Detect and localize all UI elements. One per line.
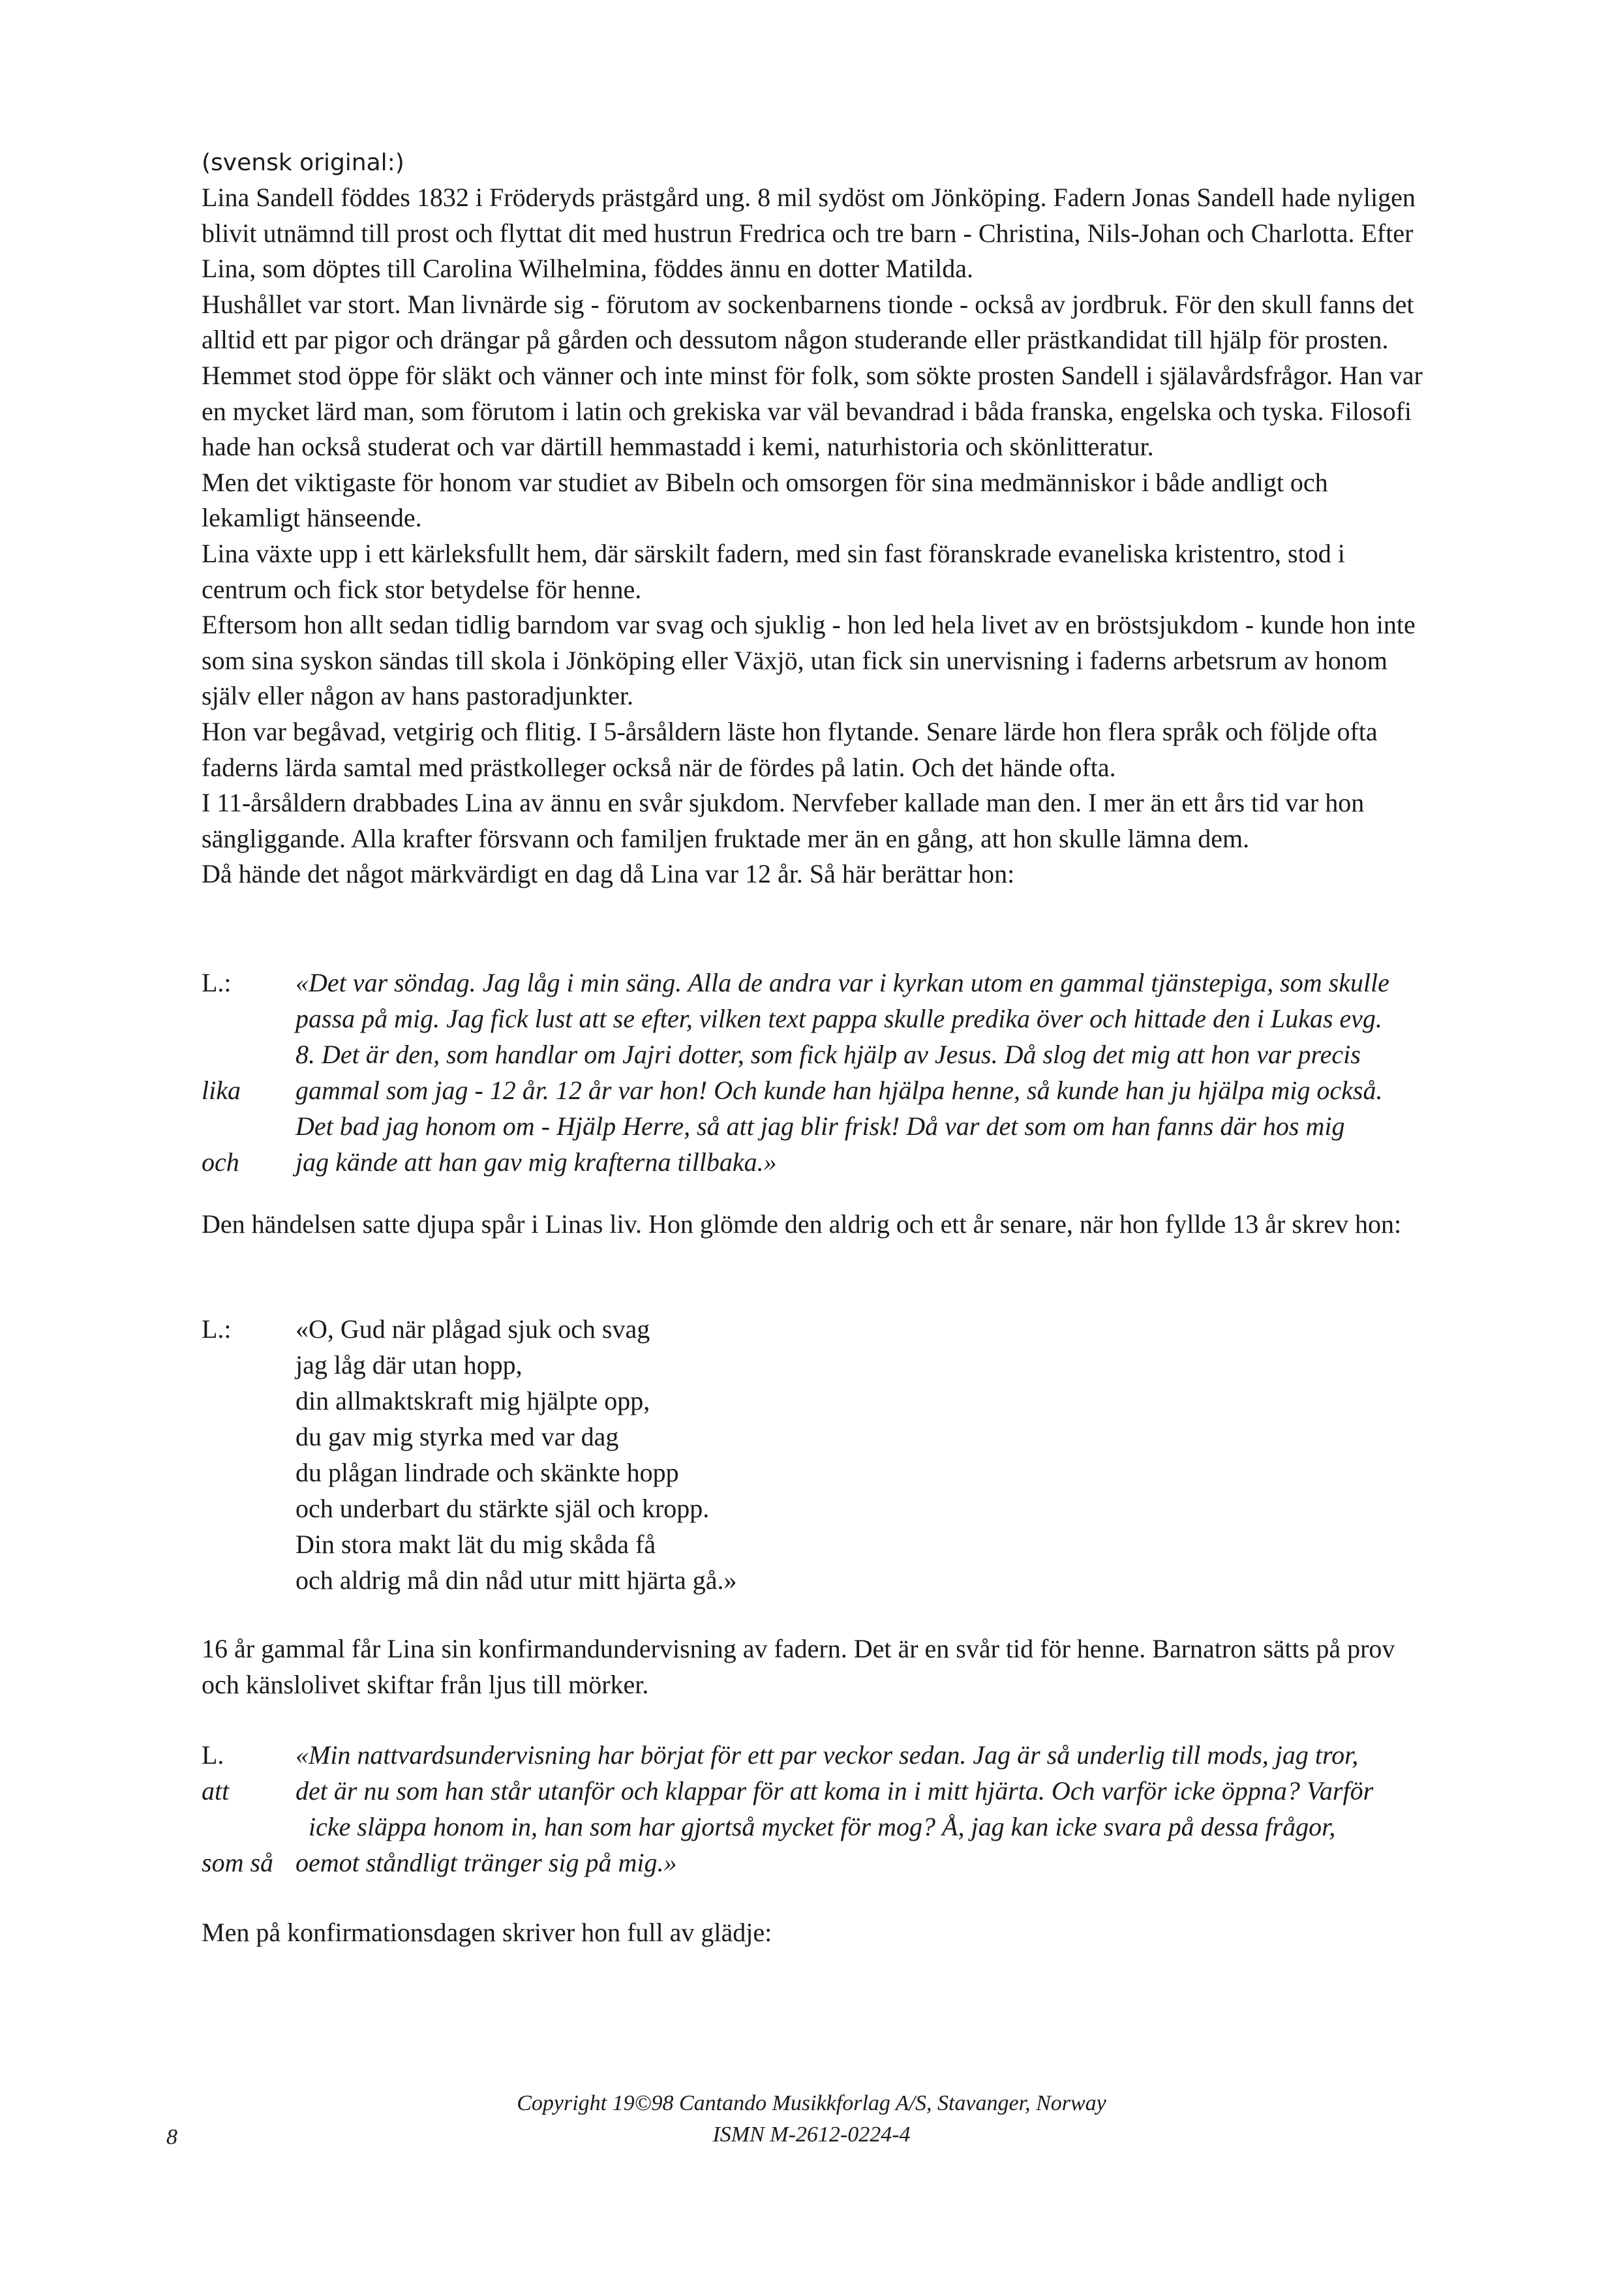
poem-line: Din stora makt lät du mig skåda få	[296, 1530, 656, 1559]
margin-word: att	[202, 1776, 230, 1805]
quote-speaker: L.	[202, 1740, 224, 1770]
paragraph: Men på konfirmationsdagen skriver hon full av glädje:	[202, 1918, 772, 1947]
quote-line: jag kände att han gav mig krafterna tillbaka.»	[296, 1147, 777, 1177]
quote-line: «Det var söndag. Jag låg i min säng. Alla de andra var i kyrkan utom en gammal tjänstepiga, som skulle	[296, 968, 1389, 997]
quote-line: Det bad jag honom om - Hjälp Herre, så att jag blir frisk! Då var det som om han fanns där hos mig	[296, 1111, 1345, 1141]
paragraph: I 11-årsåldern drabbades Lina av ännu en svår sjukdom. Nervfeber kallade man den. I mer än ett års tid var hon sängliggande. Alla krafter försvann och familjen fruktade mer än en gång, att hon skulle lämna dem.	[202, 788, 1365, 853]
ismn-number: ISMN M-2612-0224-4	[712, 2122, 911, 2147]
paragraph: 16 år gammal får Lina sin konfirmandundervisning av fadern. Det är en svår tid för henne. Barnatron sätts på prov och känslolivet skiftar från ljus till mörker.	[202, 1634, 1395, 1699]
quote-line: 8. Det är den, som handlar om Jajri dotter, som fick hjälp av Jesus. Då slog det mig att hon var precis	[296, 1040, 1361, 1069]
paragraph: Hushållet var stort. Man livnärde sig - förutom av sockenbarnens tionde - också av jordbruk. För den skull fanns det alltid ett par pigor och drängar på gården och dessutom någon studerande eller prästkandidat till hjälp för prosten.	[202, 289, 1414, 355]
page-number: 8	[166, 2125, 177, 2149]
paragraph: Men det viktigaste för honom var studiet av Bibeln och omsorgen för sina medmänniskor i både andligt och lekamligt hänseende.	[202, 467, 1328, 533]
quote-line: gammal som jag - 12 år. 12 år var hon! Och kunde han hjälpa henne, så kunde han ju hjälpa mig också.	[296, 1076, 1383, 1105]
poem-line: din allmaktskraft mig hjälpte opp,	[296, 1386, 650, 1415]
margin-word: lika	[202, 1076, 241, 1105]
poem-line: och underbart du stärkte själ och kropp.	[296, 1494, 710, 1523]
paragraph: Lina Sandell föddes 1832 i Fröderyds prästgård ung. 8 mil sydöst om Jönköping. Fadern Jonas Sandell hade nyligen blivit utnämnd till prost och flyttat dit med hustrun Fredrica och tre barn - Christina, Nils-Johan och Charlotta. Efter Lina, som döptes till Carolina Wilhelmina, föddes ännu en dotter Matilda.	[202, 183, 1416, 284]
paragraph: Eftersom hon allt sedan tidlig barndom var svag och sjuklig - hon led hela livet av en bröstsjukdom - kunde hon inte som sina syskon sändas till skola i Jönköping eller Växjö, utan fick sin unervisning i faderns arbetsrum av honom själv eller någon av hans pastoradjunkter.	[202, 610, 1416, 711]
paragraph: Lina växte upp i ett kärleksfullt hem, där särskilt fadern, med sin fast föranskrade evaneliska kristentro, stod i centrum och fick stor betydelse för henne.	[202, 538, 1345, 604]
paragraph: Hemmet stod öppe för släkt och vänner och inte minst för folk, som sökte prosten Sandell i själavårdsfrågor. Han var en mycket lärd man, som förutom i latin och grekiska var väl bevandrad i båda franska, engelska och tyska. Filosofi hade han också studerat och var därtill hemmastadd i kemi, naturhistoria och skönlitteratur.	[202, 360, 1423, 462]
paragraph: Hon var begåvad, vetgirig och flitig. I 5-årsåldern läste hon flytande. Senare lärde hon flera språk och följde ofta faderns lärda samtal med prästkolleger också när de fördes på latin. Och det hände ofta.	[202, 716, 1378, 782]
quote-speaker: L.:	[202, 968, 232, 997]
intro-text	[202, 180, 1425, 892]
quote-line: icke släppa honom in, han som har gjortså mycket för mog? Å, jag kan icke svara på dessa frågor,	[309, 1812, 1336, 1841]
copyright-notice: Copyright 19©98 Cantando Musikkforlag A/S, Stavanger, Norway	[517, 2091, 1106, 2115]
margin-word: och	[202, 1147, 239, 1177]
quote-line: det är nu som han står utanför och klappar för att koma in i mitt hjärta. Och varför icke öppna? Varför	[296, 1776, 1374, 1805]
poem-line: och aldrig må din nåd utur mitt hjärta gå.»	[296, 1565, 737, 1595]
poem-line: «O, Gud när plågad sjuk och svag	[296, 1314, 650, 1344]
quote-line: passa på mig. Jag fick lust att se efter, vilken text pappa skulle predika över och hittade den i Lukas evg.	[296, 1004, 1382, 1033]
quote-line: oemot ståndligt tränger sig på mig.»	[296, 1848, 677, 1877]
poem-line: du gav mig styrka med var dag	[296, 1422, 619, 1451]
paragraph: Den händelsen satte djupa spår i Linas liv. Hon glömde den aldrig och ett år senare, när hon fyllde 13 år skrev hon:	[202, 1209, 1402, 1239]
poem-speaker: L.:	[202, 1314, 232, 1344]
margin-word: som så	[202, 1848, 274, 1877]
poem-line: du plågan lindrade och skänkte hopp	[296, 1458, 679, 1487]
original-language-label: (svensk original:)	[202, 149, 404, 176]
poem-line: jag låg där utan hopp,	[296, 1350, 523, 1380]
paragraph: Då hände det något märkvärdigt en dag då Lina var 12 år. Så här berättar hon:	[202, 859, 1015, 889]
quote-line: «Min nattvardsundervisning har börjat för ett par veckor sedan. Jag är så underlig till mods, jag tror,	[296, 1740, 1359, 1770]
